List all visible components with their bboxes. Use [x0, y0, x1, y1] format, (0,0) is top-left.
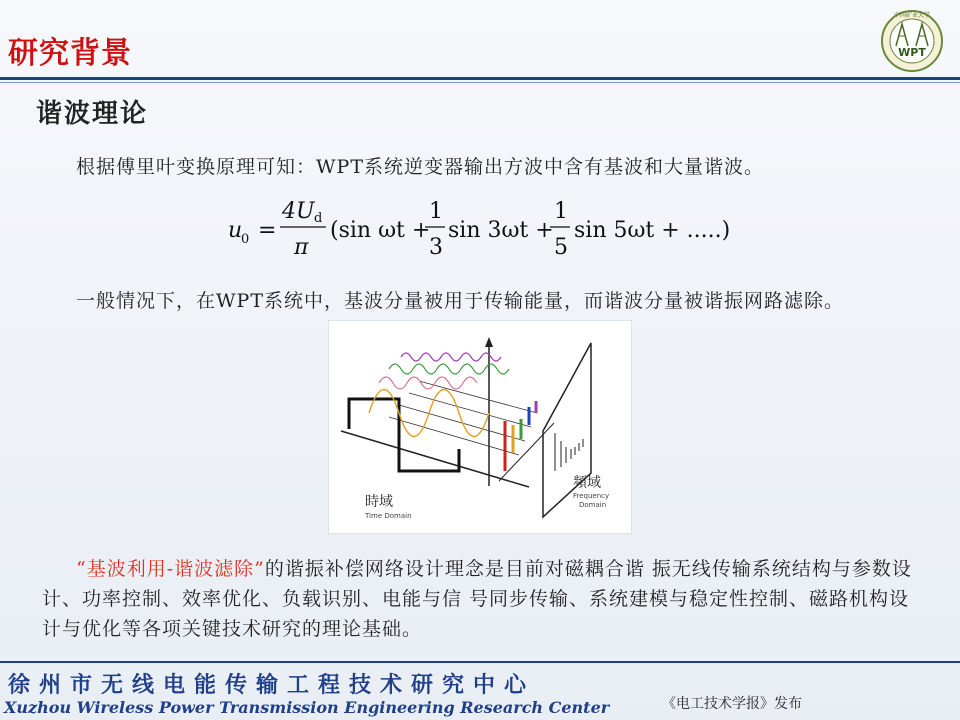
- formula-frac1-num-sub: d: [314, 211, 323, 226]
- paragraph-harmonics-text: 一般情况下，在WPT系统中，基波分量被用于传输能量，而谐波分量被谐振网路滤除。: [76, 290, 844, 312]
- paragraph-design-concept: [42, 554, 912, 644]
- logo-wpt-text: WPT: [898, 46, 926, 59]
- footer-center-name-cn: 徐州市无线电能传输工程技术研究中心: [8, 672, 536, 698]
- footer-rule: [0, 661, 960, 663]
- header-rule: [0, 77, 960, 80]
- frequency-domain-label-en2: Domain: [579, 501, 607, 509]
- publisher-note: 《电工技术学报》发布: [662, 696, 802, 712]
- formula-lhs-sub: 0: [241, 232, 250, 247]
- time-frequency-figure: [328, 320, 632, 534]
- section-title: 谐波理论: [36, 99, 149, 129]
- footer-center-name-en: Xuzhou Wireless Power Transmission Engineering Research Center: [4, 698, 610, 717]
- formula-term2: sin 3ωt +: [448, 218, 554, 243]
- formula-frac1-den: π: [294, 235, 309, 260]
- time-domain-label: 時域: [365, 494, 393, 510]
- concept-highlight: “基波利用-谐波滤除”: [76, 558, 265, 580]
- concept-body: 的谐振补偿网络设计理念是目前对磁耦合谐 振无线传输系统结构与参数设计、功率控制、效率优化、负载识别、电能与信 号同步传输、系统建模与稳定性控制、磁路机构设计与优化等各项关键技术研究的理论基础。: [42, 558, 912, 640]
- paragraph-fourier: 根据傅里叶变换原理可知：WPT系统逆变器输出方波中含有基波和大量谐波。: [76, 156, 764, 178]
- university-logo: [880, 6, 944, 76]
- formula-frac2-num: 1: [429, 199, 443, 224]
- formula-frac1-num: 4U: [282, 199, 315, 224]
- svg-text:=: =: [258, 218, 277, 243]
- paragraph-harmonics: [42, 285, 908, 318]
- formula-term3: sin 5ωt + .....): [574, 218, 731, 243]
- frequency-domain-label-en1: Frequency: [573, 492, 610, 500]
- formula-frac3-num: 1: [554, 199, 568, 224]
- time-domain-label-en: Time Domain: [365, 512, 412, 520]
- page-title: 研究背景: [8, 36, 132, 71]
- fourier-formula: [228, 196, 748, 262]
- formula-frac3-den: 5: [554, 235, 568, 260]
- logo-top-text: 中国矿业大学: [893, 12, 931, 19]
- formula-frac2-den: 3: [429, 235, 443, 260]
- frequency-domain-label: 頻域: [573, 475, 601, 491]
- formula-term1: (sin ωt +: [330, 218, 431, 243]
- formula-lhs: u: [228, 218, 243, 243]
- header-rule-thin: [0, 82, 960, 83]
